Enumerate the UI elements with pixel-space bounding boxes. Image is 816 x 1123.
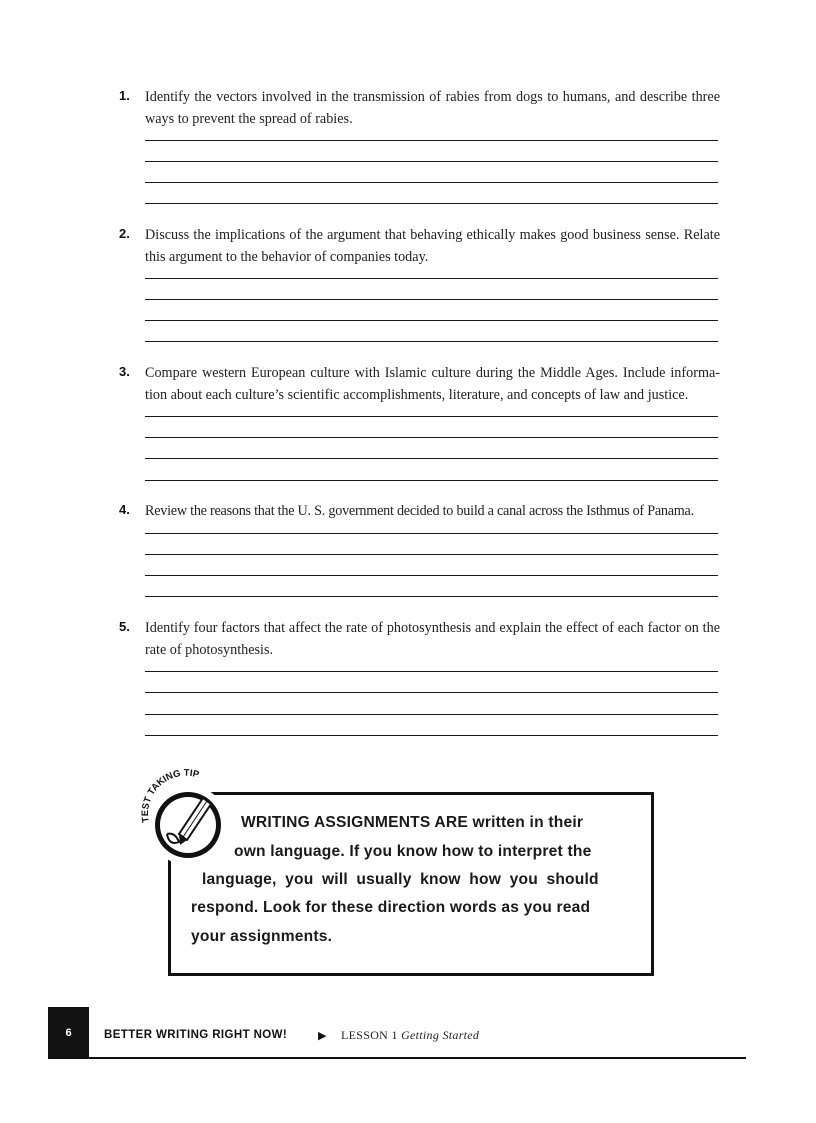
answer-line[interactable]: [145, 671, 718, 672]
answer-line[interactable]: [145, 458, 718, 459]
answer-line[interactable]: [145, 437, 718, 438]
answer-line[interactable]: [145, 554, 718, 555]
answer-line[interactable]: [145, 480, 718, 481]
tip-text-line-2: own language. If you know how to interpret the: [234, 843, 592, 860]
answer-line[interactable]: [145, 203, 718, 204]
question-number: 2.: [119, 226, 130, 241]
answer-line[interactable]: [145, 575, 718, 576]
answer-line[interactable]: [145, 714, 718, 715]
answer-line[interactable]: [145, 416, 718, 417]
question-number: 4.: [119, 502, 130, 517]
test-taking-tip-badge: [135, 762, 235, 862]
question-text: Identify the vectors involved in the transmission of rabies from dogs to humans, and describe three ways to prevent the spread of rabies.: [145, 89, 720, 127]
lesson-number: LESSON 1: [341, 1028, 398, 1042]
answer-line[interactable]: [145, 278, 718, 279]
question-text: Identify four factors that affect the rate of photosynthesis and explain the effect of each factor on the rate of photosynthesis.: [145, 620, 720, 658]
answer-line[interactable]: [145, 182, 718, 183]
question-text: Review the reasons that the U. S. government decided to build a canal across the Isthmus of Panama.: [145, 503, 694, 519]
answer-line[interactable]: [145, 341, 718, 342]
question-number: 1.: [119, 88, 130, 103]
footer-divider: [48, 1057, 746, 1059]
question-number: 3.: [119, 364, 130, 379]
page-number: 6: [65, 1027, 72, 1039]
answer-line[interactable]: [145, 596, 718, 597]
question-text: Compare western European culture with Islamic culture during the Middle Ages. Include informa-tion about each culture’s scientific accomplishments, literature, and concepts of law and justice.: [145, 365, 720, 403]
tip-text-line-4: respond. Look for these direction words as you read: [191, 899, 591, 916]
tip-text-line-5: your assignments.: [191, 928, 333, 945]
lesson-label: [341, 1028, 479, 1043]
tip-text-line-1: WRITING ASSIGNMENTS ARE written in their: [241, 814, 584, 831]
answer-line[interactable]: [145, 140, 718, 141]
answer-line[interactable]: [145, 320, 718, 321]
question-number: 5.: [119, 619, 130, 634]
book-title: BETTER WRITING RIGHT NOW!: [104, 1029, 288, 1041]
lesson-title: Getting Started: [401, 1028, 480, 1042]
answer-line[interactable]: [145, 735, 718, 736]
tip-text-line-3: language, you will usually know how you should: [202, 871, 599, 888]
answer-line[interactable]: [145, 161, 718, 162]
answer-line[interactable]: [145, 533, 718, 534]
answer-line[interactable]: [145, 692, 718, 693]
question-text: Discuss the implications of the argument that behaving ethically makes good business sense. Relate this argument to the behavior of companies today.: [145, 227, 720, 265]
answer-line[interactable]: [145, 299, 718, 300]
badge-label: TEST TAKING TIP: [140, 767, 201, 824]
arrow-right-icon: ▶: [318, 1029, 327, 1042]
